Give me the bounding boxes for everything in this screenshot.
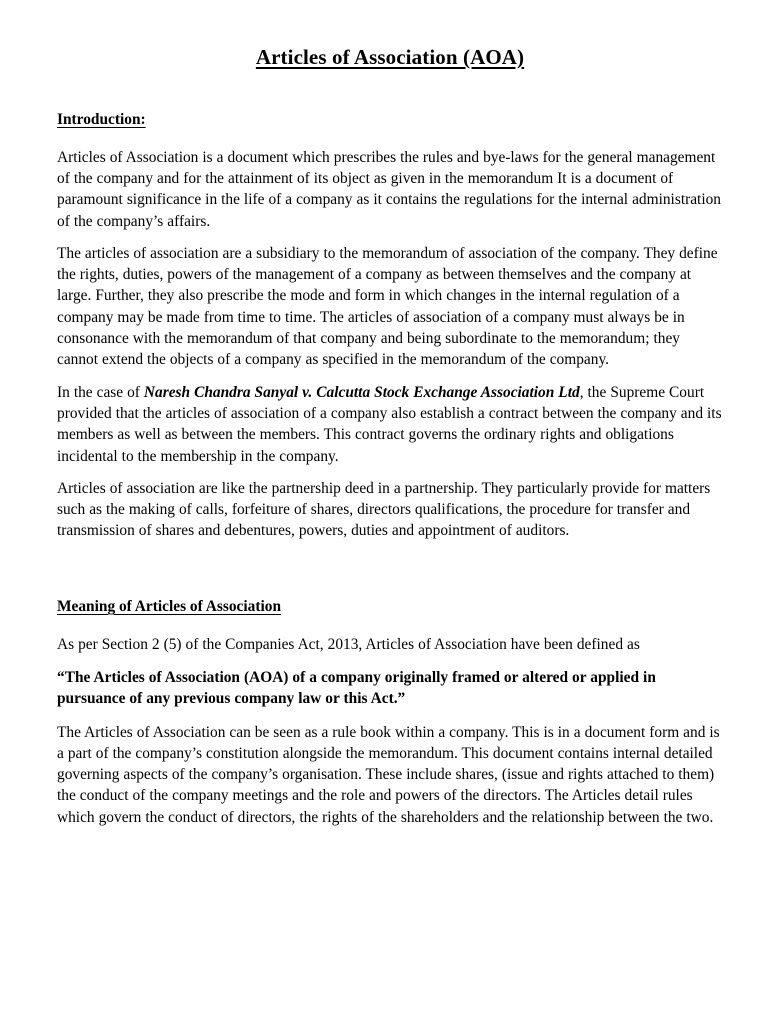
document-body [57,0,723,828]
meaning-paragraph-2: The Articles of Association can be seen as a rule book within a company. This is in a document form and is a part of the company’s constitution alongside the memorandum. This document contains internal detailed governing aspects of the company’s organisation. These include shares, (issue and rights attached to them) the conduct of the company meetings and the role and powers of the directors. The Articles detail rules which govern the conduct of directors, the rights of the shareholders and the relationship between the two. [57,723,720,826]
heading-meaning [57,597,723,618]
intro-paragraph-2: The articles of association are a subsidiary to the memorandum of association of the company. They define the rights, duties, powers of the management of a company as between themselves and the company at large. Further, they also prescribe the mode and form in which changes in the internal regulation of a company may be made from time to time. The articles of association of a company must always be in consonance with the memorandum of that company and being subordinate to the memorandum; they cannot extend the objects of a company as specified in the memorandum of the company. [57,244,718,369]
intro-paragraph-4: Articles of association are like the partnership deed in a partnership. They particularly provide for matters such as the making of calls, forfeiture of shares, directors qualifications, the procedure for transfer and transmission of shares and debentures, powers, duties and appointment of auditors. [57,479,711,540]
heading-introduction-text: Introduction: [57,110,146,128]
spacer-p1 [57,232,723,243]
case-citation-lead: In the case of [57,383,144,401]
spacer-p2 [57,371,723,382]
spacer-section-break [57,542,723,597]
page-title-text: Articles of Association (AOA) [255,45,525,69]
spacer-meaning-heading [57,618,723,634]
spacer-p3 [57,467,723,478]
statutory-definition-quote: “The Articles of Association (AOA) of a company originally framed or altered or applied in pursuance of any previous company law or this Act.” [57,668,656,708]
case-citation-rest: , the Supreme Court provided that the articles of association of a company also establish a contract between the company and its members as well as between the members. This contract governs the ordinary rights and obligations incidental to the membership in the company. [57,383,722,465]
spacer-intro-heading [57,131,723,147]
intro-paragraph-1: Articles of Association is a document which prescribes the rules and bye-laws for the general management of the company and for the attainment of its object as given in the memorandum It is a document of paramount significance in the life of a company as it contains the regulations for the internal administration of the company’s affairs. [57,148,721,230]
heading-introduction [57,110,723,131]
case-citation-name: Naresh Chandra Sanyal v. Calcutta Stock Exchange Association Ltd [143,383,580,401]
page-title [57,0,723,70]
spacer-after-quote [57,710,723,722]
intro-paragraph-3 [57,382,723,467]
spacer-title [57,70,723,110]
meaning-paragraph-1: As per Section 2 (5) of the Companies Act, 2013, Articles of Association have been defined as [57,635,640,653]
heading-meaning-text: Meaning of Articles of Association [57,597,281,615]
spacer-before-quote [57,655,723,667]
